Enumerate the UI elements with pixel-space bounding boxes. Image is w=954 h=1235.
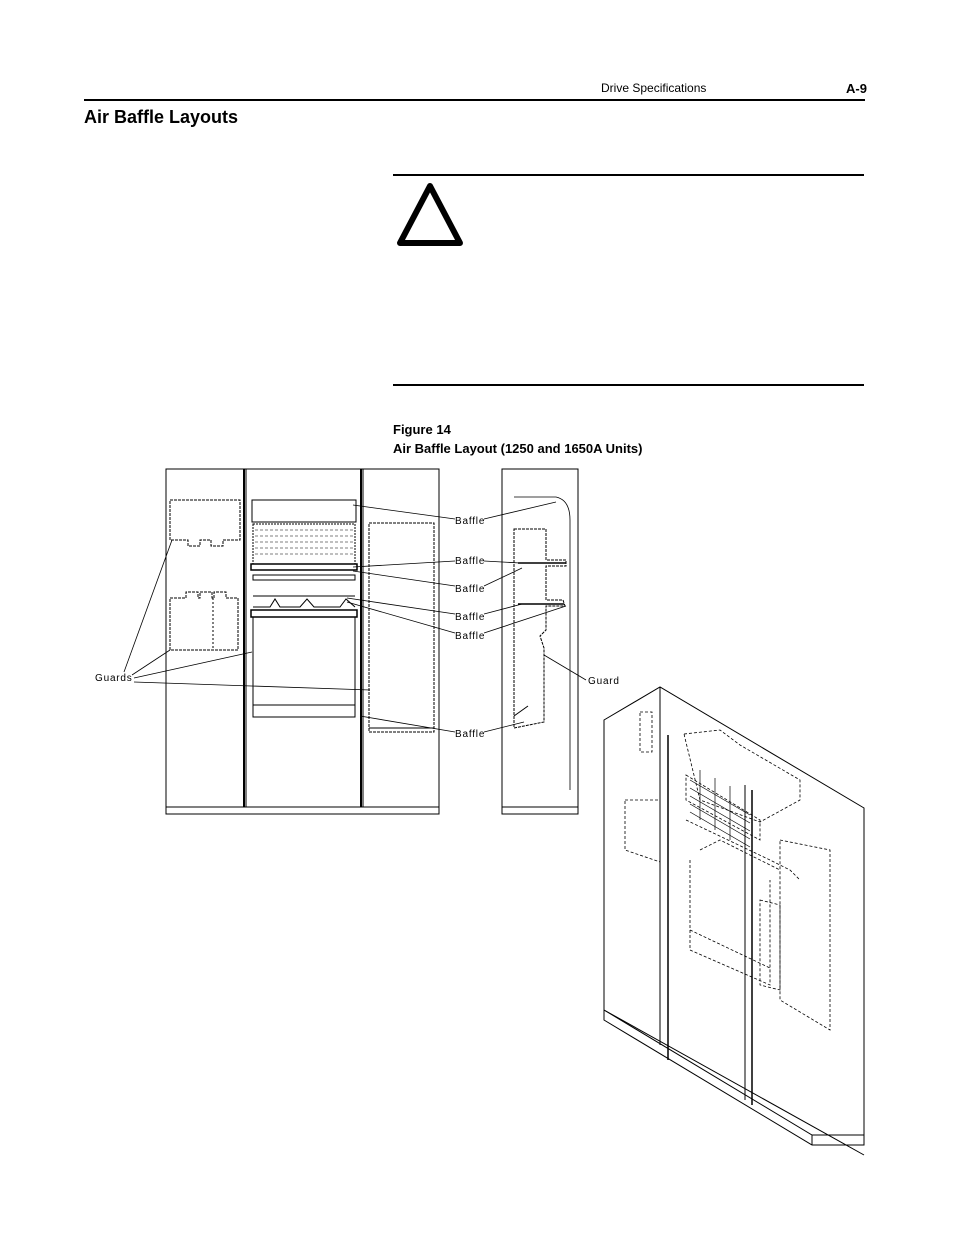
guard-label: Guard <box>588 676 620 687</box>
page-header-label: Drive Specifications <box>601 81 707 95</box>
baffle-label-1: Baffle <box>455 516 486 527</box>
front-elevation <box>166 469 439 814</box>
page-number: A-9 <box>846 81 867 96</box>
baffle-label-5: Baffle <box>455 631 486 642</box>
side-elevation <box>502 469 578 814</box>
guards-label: Guards <box>95 673 133 684</box>
isometric-view <box>604 687 864 1155</box>
baffle-label-6: Baffle <box>455 729 486 740</box>
baffle-label-4: Baffle <box>455 612 486 623</box>
baffle-label-2: Baffle <box>455 556 486 567</box>
baffle-label-3: Baffle <box>455 584 486 595</box>
section-title: Air Baffle Layouts <box>84 107 239 127</box>
figure-caption: Air Baffle Layout (1250 and 1650A Units) <box>393 441 643 456</box>
figure-number: Figure 14 <box>393 422 451 437</box>
